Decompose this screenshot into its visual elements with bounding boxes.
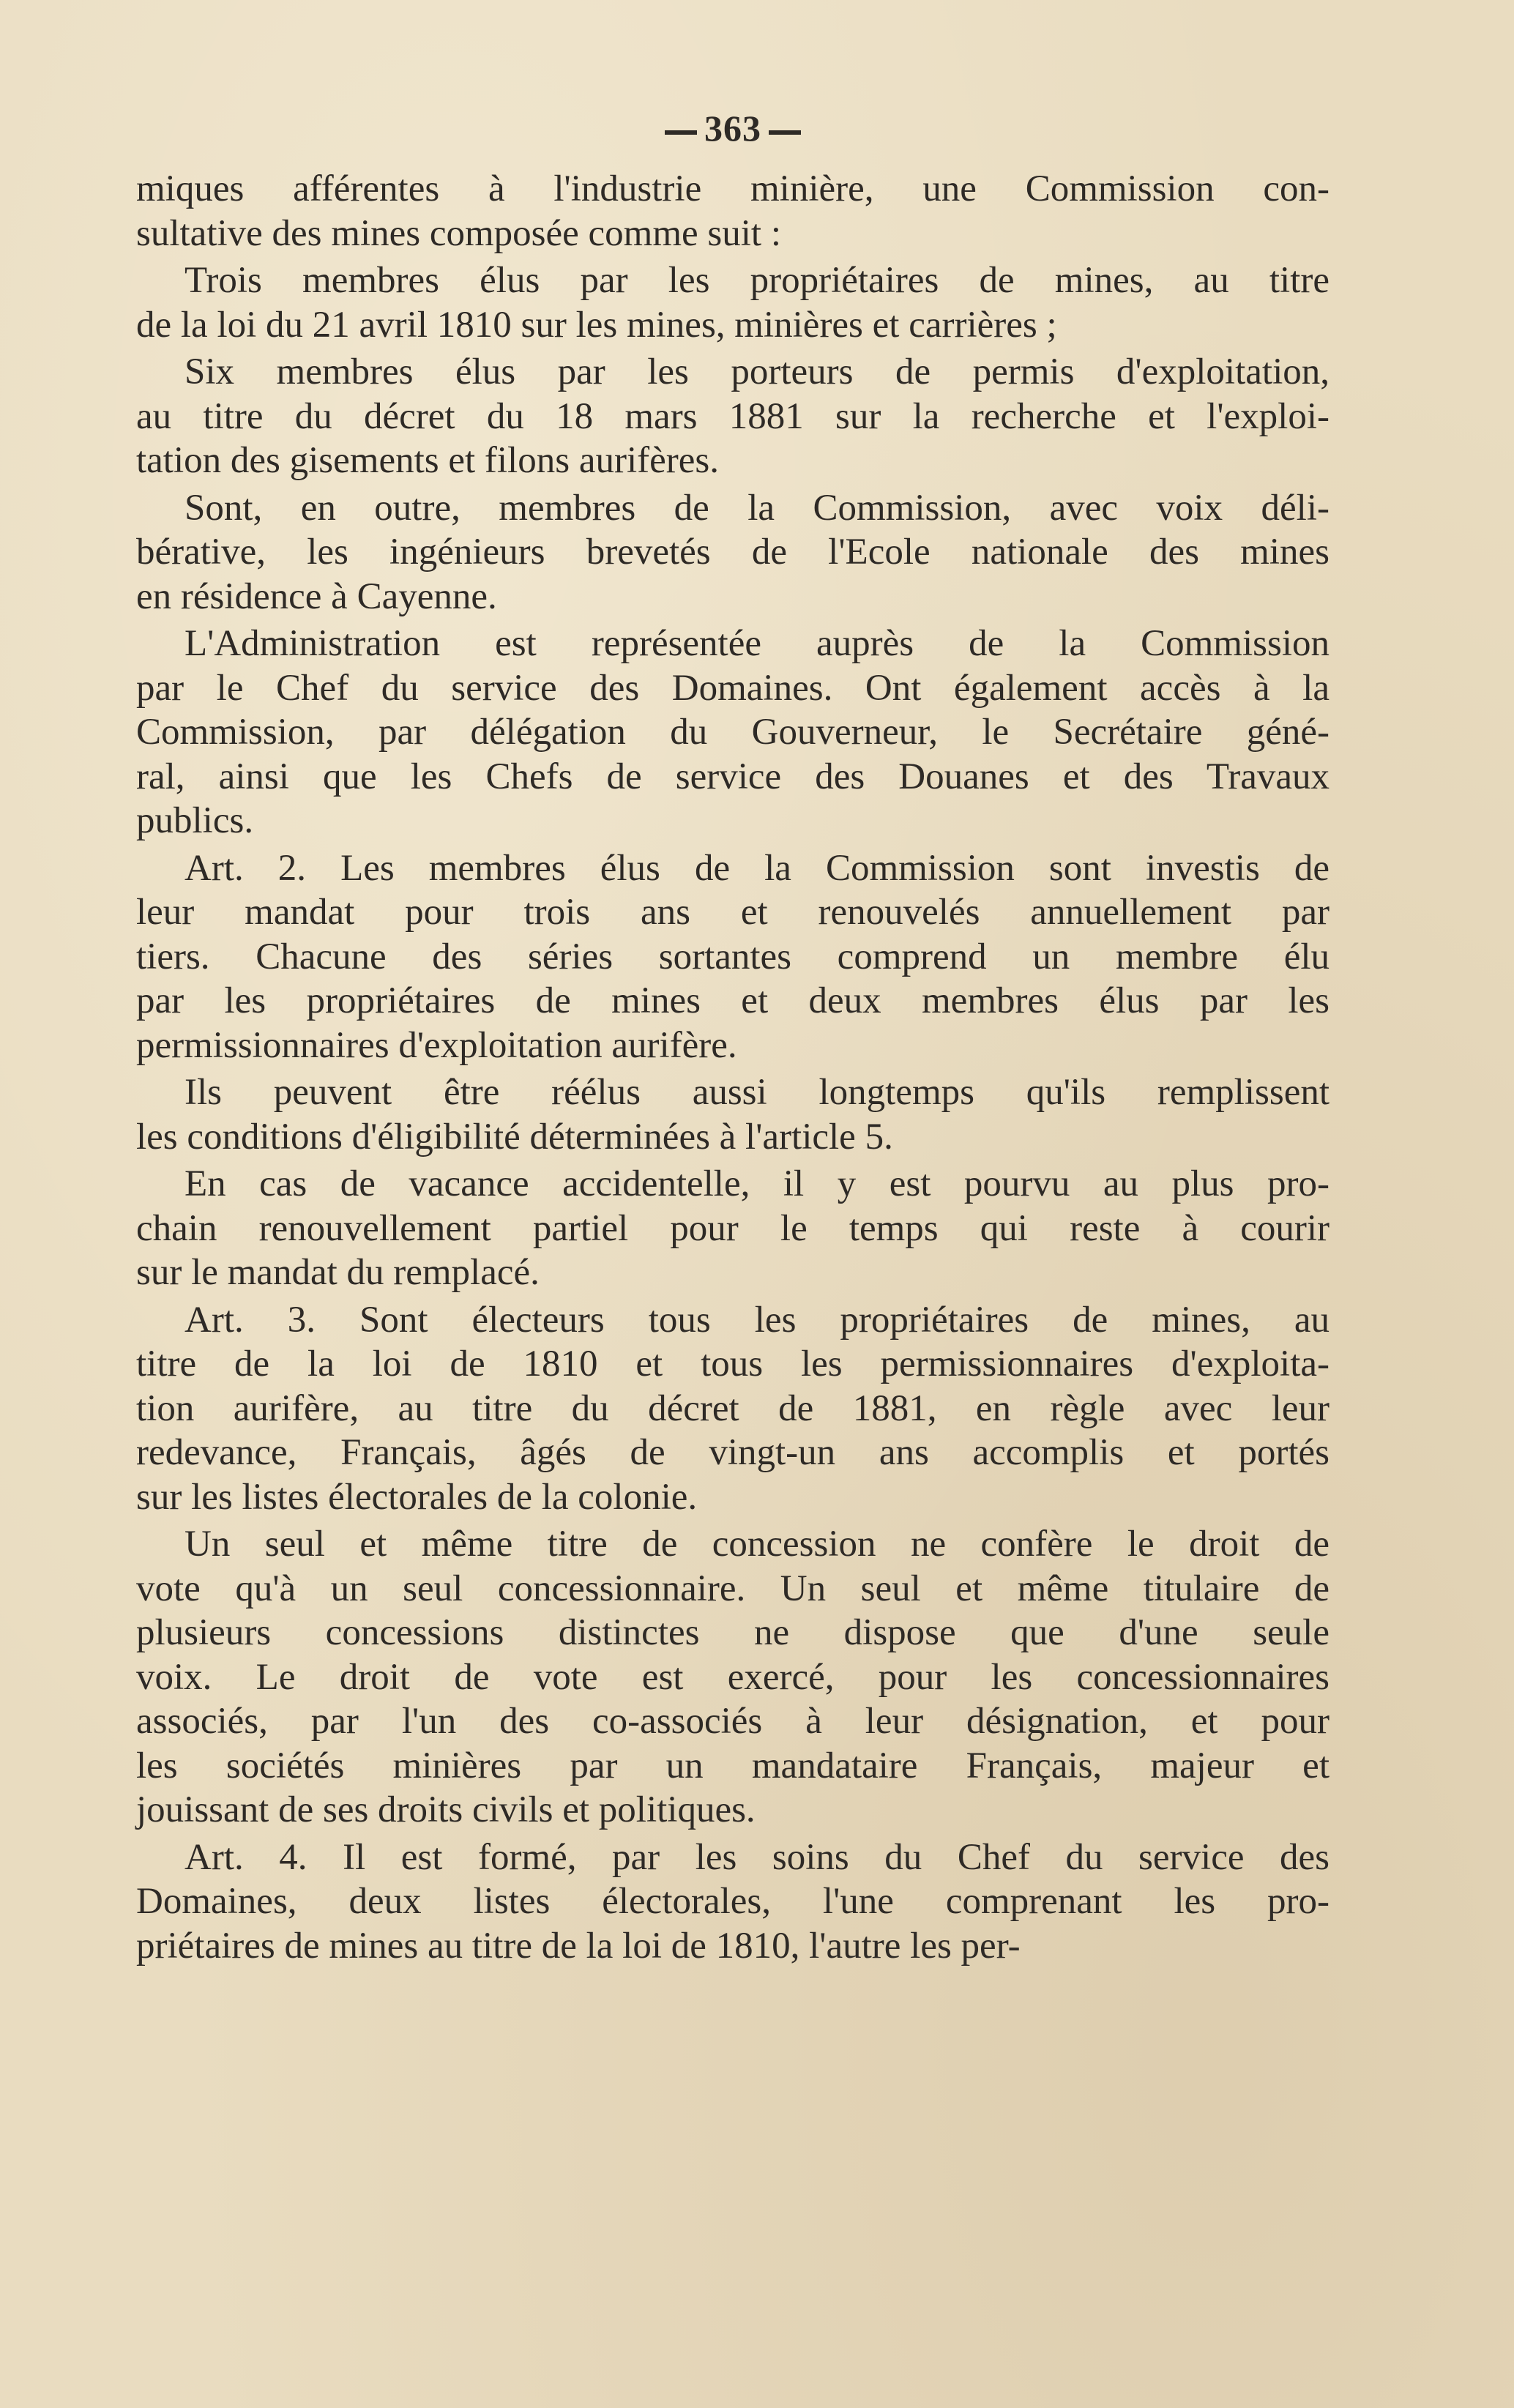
text-line: vote qu'à un seul concessionnaire. Un seul et même titulaire de bbox=[136, 1568, 1330, 1609]
text-line: Trois membres élus par les propriétaires de mines, au titre bbox=[184, 260, 1330, 301]
text-line: voix. Le droit de vote est exercé, pour les concessionnaires bbox=[136, 1656, 1330, 1698]
document-page bbox=[136, 101, 1330, 1971]
text-line: jouissant de ses droits civils et politiques. bbox=[136, 1789, 756, 1830]
text-line: en résidence à Cayenne. bbox=[136, 575, 497, 617]
text-line: les sociétés minières par un mandataire Français, majeur et bbox=[136, 1745, 1330, 1786]
text-line: Commission, par délégation du Gouverneur, le Secrétaire géné- bbox=[136, 712, 1330, 753]
text-line: de la loi du 21 avril 1810 sur les mines, minières et carrières ; bbox=[136, 304, 1057, 346]
text-line: chain renouvellement partiel pour le temps qui reste à courir bbox=[136, 1207, 1330, 1249]
text-line: les conditions d'éligibilité déterminées à l'article 5. bbox=[136, 1116, 893, 1158]
text-line: tion aurifère, au titre du décret de 1881, en règle avec leur bbox=[136, 1387, 1330, 1429]
paragraph bbox=[136, 846, 1330, 1068]
text-line: sur le mandat du remplacé. bbox=[136, 1252, 540, 1293]
text-line: En cas de vacance accidentelle, il y est pourvu au plus pro- bbox=[184, 1163, 1330, 1204]
text-line: Art. 4. Il est formé, par les soins du Chef du service des bbox=[184, 1836, 1330, 1878]
text-line: Un seul et même titre de concession ne confère le droit de bbox=[184, 1524, 1330, 1565]
paragraph bbox=[136, 350, 1330, 483]
paragraph bbox=[136, 1835, 1330, 1969]
dash-right bbox=[769, 130, 801, 135]
text-line: redevance, Français, âgés de vingt-un ans accomplis et portés bbox=[136, 1432, 1330, 1473]
text-line: sultative des mines composée comme suit : bbox=[136, 212, 781, 254]
text-line: titre de la loi de 1810 et tous les permissionnaires d'exploita- bbox=[136, 1343, 1330, 1384]
text-line: par le Chef du service des Domaines. Ont également accès à la bbox=[136, 667, 1330, 709]
paragraph bbox=[136, 1162, 1330, 1295]
text-line: par les propriétaires de mines et deux membres élus par les bbox=[136, 980, 1330, 1021]
text-line: leur mandat pour trois ans et renouvelés annuellement par bbox=[136, 892, 1330, 933]
text-line: bérative, les ingénieurs brevetés de l'Ecole nationale des mines bbox=[136, 532, 1330, 573]
text-line: Art. 3. Sont électeurs tous les propriétaires de mines, au bbox=[184, 1299, 1330, 1341]
text-line: Ils peuvent être réélus aussi longtemps qu'ils remplissent bbox=[184, 1072, 1330, 1113]
text-line: Domaines, deux listes électorales, l'une comprenant les pro- bbox=[136, 1881, 1330, 1922]
text-line: Art. 2. Les membres élus de la Commission sont investis de bbox=[184, 847, 1330, 889]
dash-left bbox=[665, 130, 697, 135]
text-line: au titre du décret du 18 mars 1881 sur la recherche et l'exploi- bbox=[136, 395, 1330, 437]
paragraph bbox=[136, 167, 1330, 256]
text-line: tiers. Chacune des séries sortantes comprend un membre élu bbox=[136, 936, 1330, 977]
paragraph bbox=[136, 1070, 1330, 1159]
paragraph bbox=[136, 1298, 1330, 1520]
text-line: publics. bbox=[136, 800, 254, 841]
text-line: miques afférentes à l'industrie minière, une Commission con- bbox=[136, 168, 1330, 209]
text-line: tation des gisements et filons aurifères. bbox=[136, 440, 719, 481]
text-line: ral, ainsi que les Chefs de service des Douanes et des Travaux bbox=[136, 756, 1330, 797]
page-number-text: 363 bbox=[704, 108, 761, 149]
paragraph bbox=[136, 1522, 1330, 1833]
text-line: Six membres élus par les porteurs de permis d'exploitation, bbox=[184, 351, 1330, 392]
paragraph bbox=[136, 622, 1330, 843]
text-line: L'Administration est représentée auprès de la Commission bbox=[184, 623, 1330, 664]
page-number bbox=[136, 101, 1330, 155]
text-line: Sont, en outre, membres de la Commission, avec voix déli- bbox=[184, 487, 1330, 529]
paragraph bbox=[136, 486, 1330, 619]
text-line: permissionnaires d'exploitation aurifère. bbox=[136, 1024, 737, 1066]
text-line: priétaires de mines au titre de la loi de 1810, l'autre les per- bbox=[136, 1925, 1021, 1967]
text-line: sur les listes électorales de la colonie. bbox=[136, 1476, 698, 1518]
paragraph bbox=[136, 258, 1330, 347]
body-text bbox=[136, 167, 1330, 1968]
text-line: plusieurs concessions distinctes ne dispose que d'une seule bbox=[136, 1612, 1330, 1653]
text-line: associés, par l'un des co-associés à leur désignation, et pour bbox=[136, 1701, 1330, 1742]
